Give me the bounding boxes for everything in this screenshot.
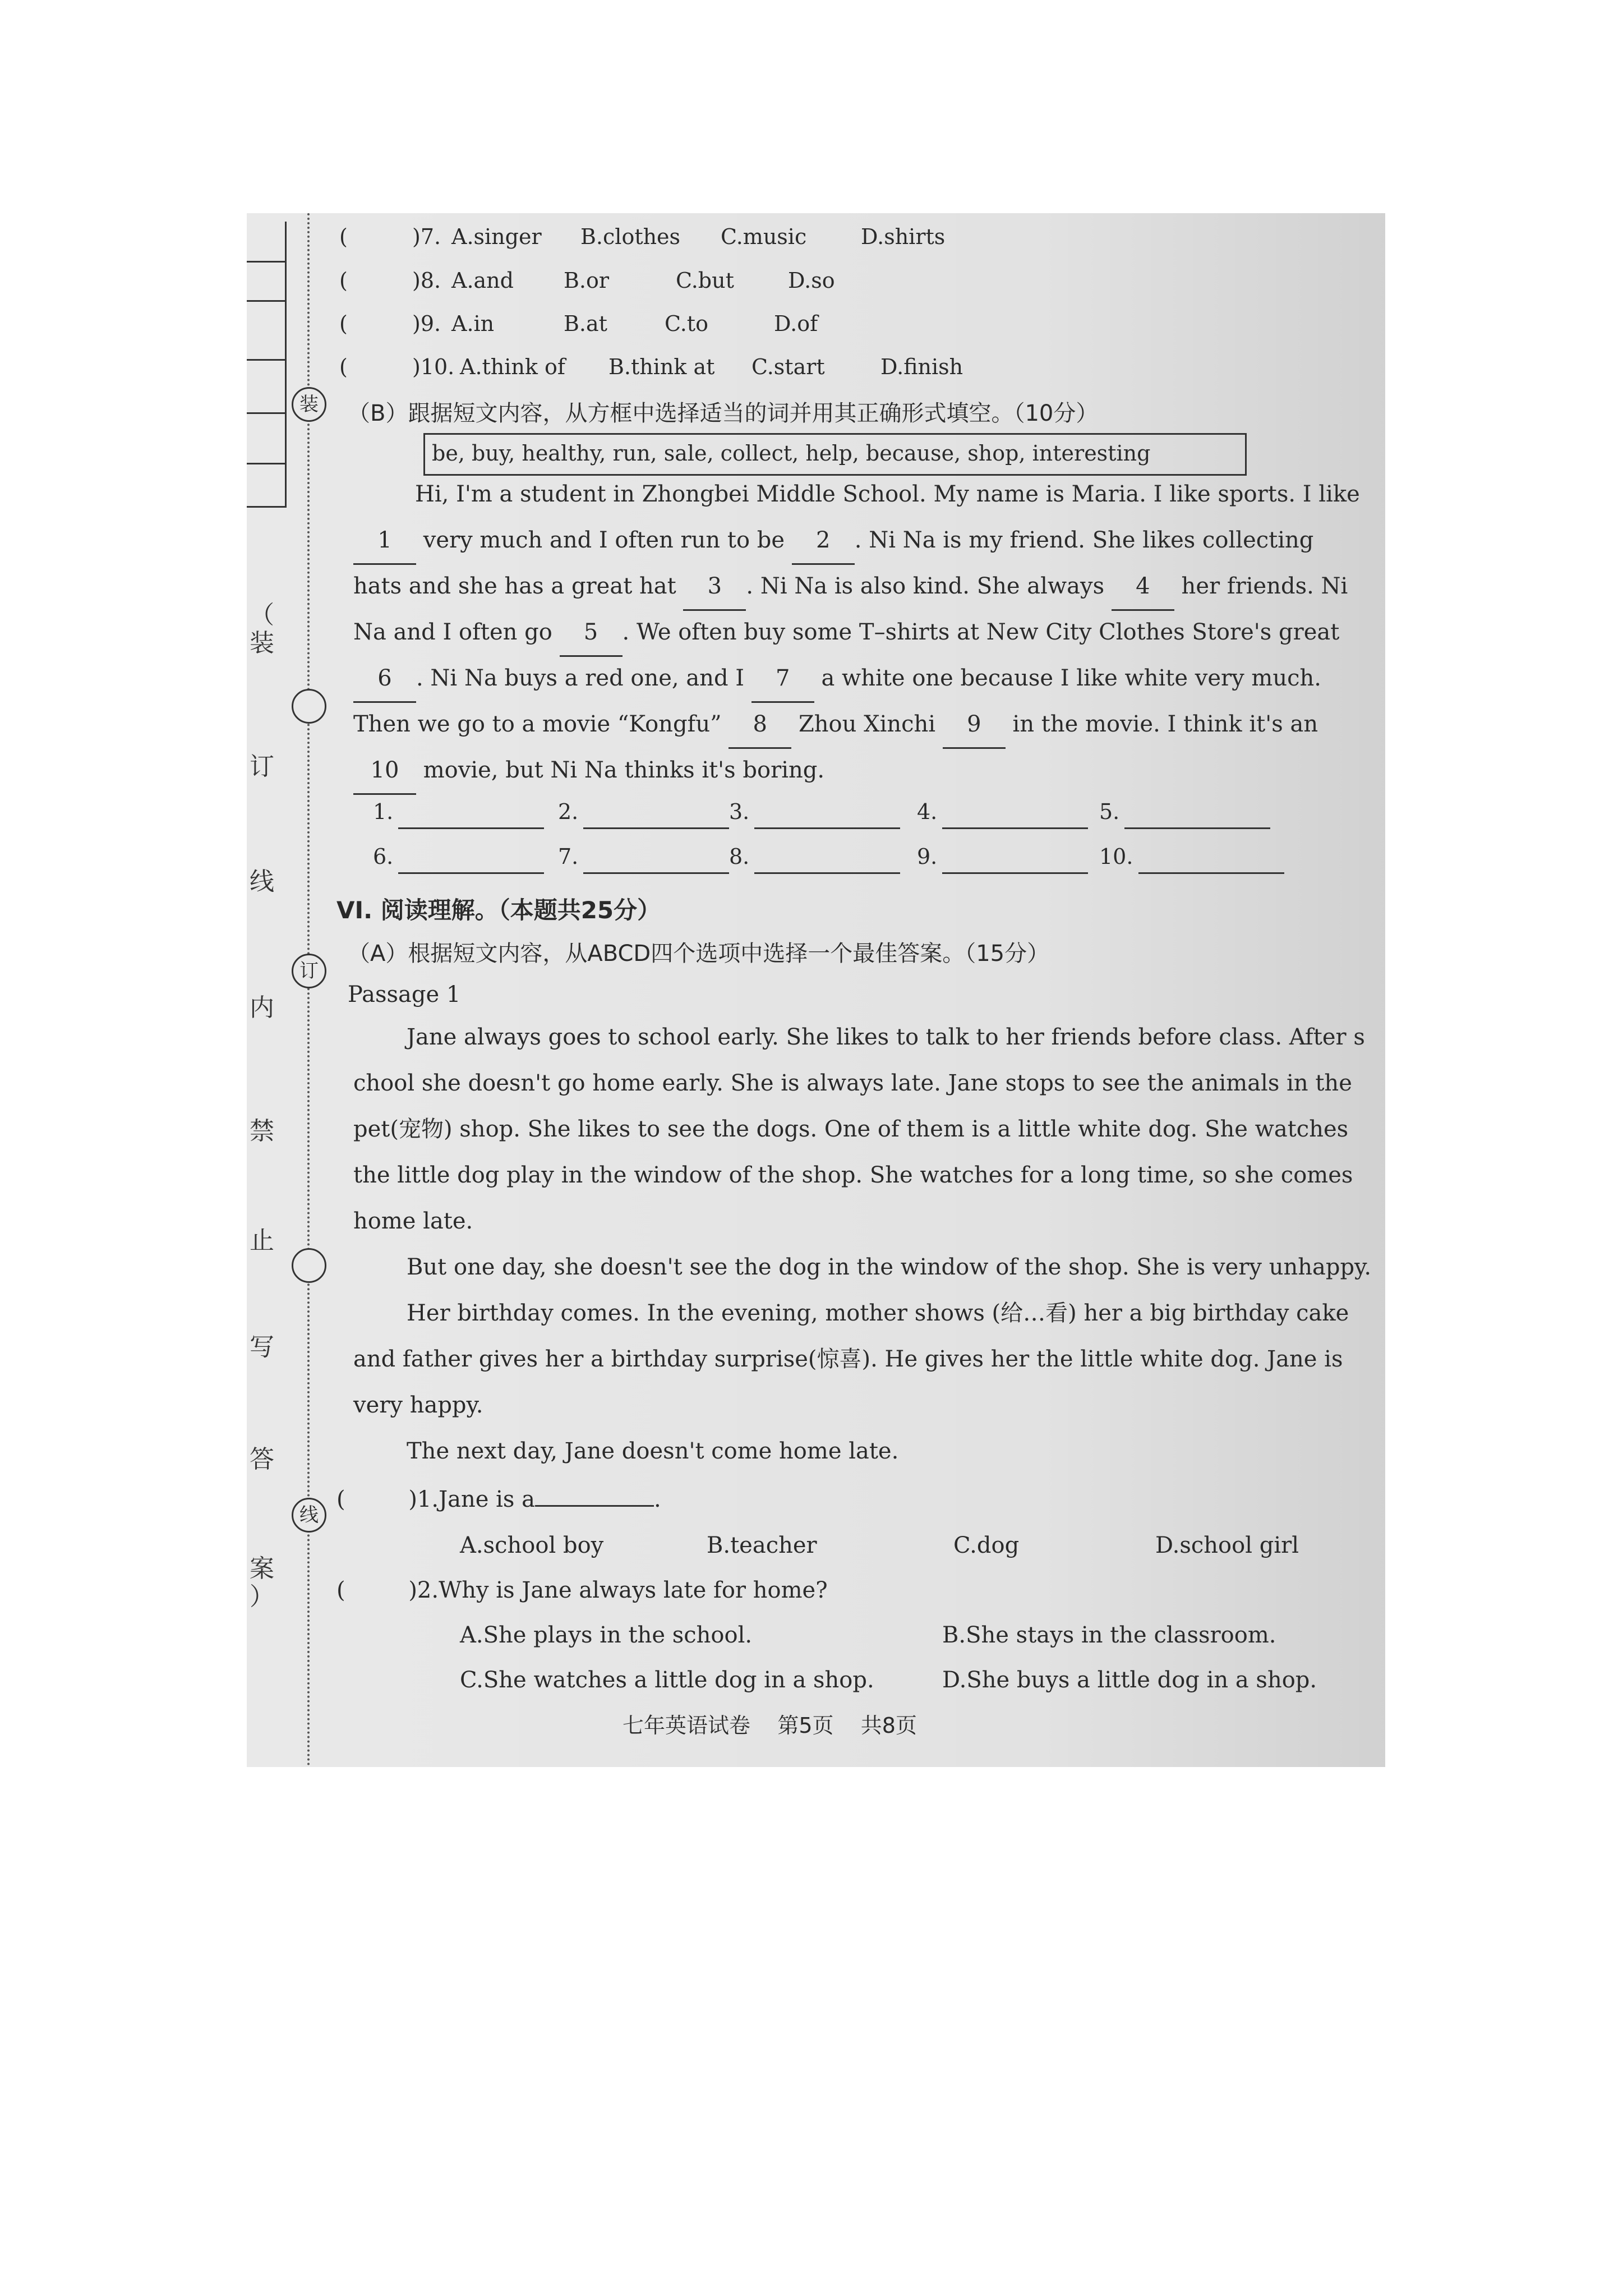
question-2-option-c: C.She watches a little dog in a shop. [460, 1667, 874, 1693]
passage-line: home late. [353, 1208, 473, 1234]
question-1: ( )1.Jane is a . [336, 1487, 661, 1512]
option-d: D.so [788, 268, 835, 293]
blank-3: 3 [683, 563, 746, 611]
blank-9: 9 [943, 701, 1006, 749]
passage-b-line: 10 movie, but Ni Na thinks it's boring. [353, 747, 824, 795]
option-d: D.shirts [861, 224, 946, 249]
option-d: D.school girl [1155, 1533, 1299, 1558]
answer-9-label: 9. [917, 844, 938, 869]
passage-line: chool she doesn't go home early. She is always late. Jane stops to see the animals in the [353, 1070, 1352, 1096]
question-2-option-b: B.She stays in the classroom. [942, 1622, 1276, 1648]
option-c: C.but [676, 268, 734, 293]
answer-10-label: 10. [1099, 844, 1133, 869]
binding-info-boxes [247, 222, 287, 508]
answer-5-field[interactable] [1124, 827, 1270, 829]
blank-7: 7 [751, 655, 814, 703]
question-stem: )2.Why is Jane always late for home? [408, 1577, 828, 1603]
passage-line: Jane always goes to school early. She likes to talk to her friends before class. After s [407, 1024, 1365, 1050]
binding-char-xian: 线 [250, 867, 274, 896]
blank-4: 4 [1112, 563, 1174, 611]
answer-10-field[interactable] [1138, 872, 1284, 874]
option-b: B.think at [608, 355, 715, 379]
blank-8: 8 [728, 701, 791, 749]
passage-b-line: 1 very much and I often run to be 2 . Ni Na is my friend. She likes collecting [353, 517, 1313, 565]
passage-b-line: 6 . Ni Na buys a red one, and I 7 a white one because I like white very much. [353, 655, 1321, 703]
question-number: )7. [412, 224, 441, 249]
section-b-instruction: （B）跟据短文内容，从方框中选择适当的词并用其正确形式填空。（10分） [348, 401, 1099, 426]
binding-hole-2 [292, 1248, 326, 1283]
binding-char-an: 案 [250, 1554, 274, 1583]
option-c: C.dog [953, 1533, 1020, 1558]
binding-circle-ding: 订 [292, 954, 326, 988]
answer-1-field[interactable] [398, 827, 544, 829]
option-b: B.at [564, 311, 607, 336]
answer-3-field[interactable] [754, 827, 900, 829]
passage-b-line: Hi, I'm a student in Zhongbei Middle School. My name is Maria. I like sports. I like [415, 481, 1360, 507]
answer-3-label: 3. [729, 799, 750, 824]
answer-8-label: 8. [729, 844, 750, 869]
binding-circle-zhuang: 装 [292, 387, 326, 422]
answer-7-label: 7. [558, 844, 579, 869]
question-2-option-a: A.She plays in the school. [460, 1622, 753, 1648]
option-c: C.to [665, 311, 708, 336]
answer-9-field[interactable] [942, 872, 1088, 874]
question-number: )10. [412, 355, 455, 379]
answer-1-label: 1. [373, 799, 394, 824]
passage-b-line: hats and she has a great hat 3 . Ni Na is also kind. She always 4 her friends. Ni [353, 563, 1348, 611]
option-a: A.think of [460, 355, 565, 379]
option-a: A.school boy [460, 1533, 604, 1558]
passage-line: But one day, she doesn't see the dog in the window of the shop. She is very unhappy. [407, 1254, 1372, 1280]
blank-6: 6 [353, 655, 416, 703]
option-b: B.teacher [707, 1533, 817, 1558]
page-footer: 七年英语试卷 第5页 共8页 [623, 1713, 917, 1738]
answer-paren: ( [339, 268, 348, 293]
binding-paren-close: ） [250, 1582, 274, 1611]
question-1-blank[interactable] [535, 1505, 654, 1507]
option-b: B.clothes [580, 224, 681, 249]
option-a: A.singer [451, 224, 542, 249]
answer-paren: ( [336, 1577, 345, 1603]
word-box: be, buy, healthy, run, sale, collect, help, because, shop, interesting [423, 433, 1247, 476]
binding-char-da: 答 [250, 1445, 274, 1474]
answer-5-label: 5. [1099, 799, 1120, 824]
answer-paren: ( [339, 355, 348, 379]
question-number: )8. [412, 268, 441, 293]
binding-char-zhuang: 装 [250, 629, 274, 657]
passage-line: pet(宠物) shop. She likes to see the dogs. One of them is a little white dog. She watches [353, 1116, 1349, 1142]
passage-line: the little dog play in the window of the shop. She watches for a long time, so she comes [353, 1162, 1353, 1188]
passage-b-line: Na and I often go 5 . We often buy some T–shirts at New City Clothes Store's great [353, 609, 1339, 657]
blank-2: 2 [792, 517, 855, 565]
binding-char-ding: 订 [250, 752, 274, 781]
binding-dotted-line [307, 213, 310, 1767]
binding-char-xie: 写 [250, 1333, 274, 1361]
question-2 [336, 1577, 828, 1603]
section-vi-instruction: （A）根据短文内容，从ABCD四个选项中选择一个最佳答案。（15分） [348, 941, 1050, 967]
answer-6-label: 6. [373, 844, 394, 869]
section-vi-title: VI. 阅读理解。（本题共25分） [336, 896, 661, 924]
binding-hole-1 [292, 689, 326, 724]
binding-paren-open: （ [250, 601, 274, 629]
question-stem: )1.Jane is a [408, 1487, 536, 1512]
option-c: C.start [751, 355, 825, 379]
option-d: D.of [774, 311, 818, 336]
binding-char-nei: 内 [250, 993, 274, 1022]
answer-7-field[interactable] [583, 872, 729, 874]
answer-4-field[interactable] [942, 827, 1088, 829]
answer-4-label: 4. [917, 799, 938, 824]
passage-line: Her birthday comes. In the evening, mother shows (给…看) her a big birthday cake [407, 1300, 1349, 1326]
answer-paren: ( [336, 1487, 345, 1512]
question-number: )9. [412, 311, 441, 336]
binding-circle-xian: 线 [292, 1498, 326, 1533]
question-2-option-d: D.She buys a little dog in a shop. [942, 1667, 1317, 1693]
passage-line: very happy. [353, 1392, 483, 1418]
answer-paren: ( [339, 311, 348, 336]
answer-paren: ( [339, 224, 348, 249]
blank-10: 10 [353, 747, 416, 795]
binding-char-jin: 禁 [250, 1117, 274, 1145]
option-c: C.music [721, 224, 807, 249]
passage-line: The next day, Jane doesn't come home late. [407, 1438, 899, 1464]
passage-title: Passage 1 [348, 982, 461, 1007]
blank-5: 5 [560, 609, 623, 657]
option-d: D.finish [880, 355, 963, 379]
passage-b-line: Then we go to a movie “Kongfu” 8 Zhou Xinchi 9 in the movie. I think it's an [353, 701, 1318, 749]
binding-char-zhi: 止 [250, 1226, 274, 1255]
answer-8-field[interactable] [754, 872, 900, 874]
option-b: B.or [564, 268, 610, 293]
blank-1: 1 [353, 517, 416, 565]
passage-line: and father gives her a birthday surprise(惊喜). He gives her the little white dog. Jane is [353, 1346, 1343, 1372]
answer-2-label: 2. [558, 799, 579, 824]
answer-6-field[interactable] [398, 872, 544, 874]
option-a: A.and [451, 268, 514, 293]
answer-2-field[interactable] [583, 827, 729, 829]
option-a: A.in [451, 311, 495, 336]
